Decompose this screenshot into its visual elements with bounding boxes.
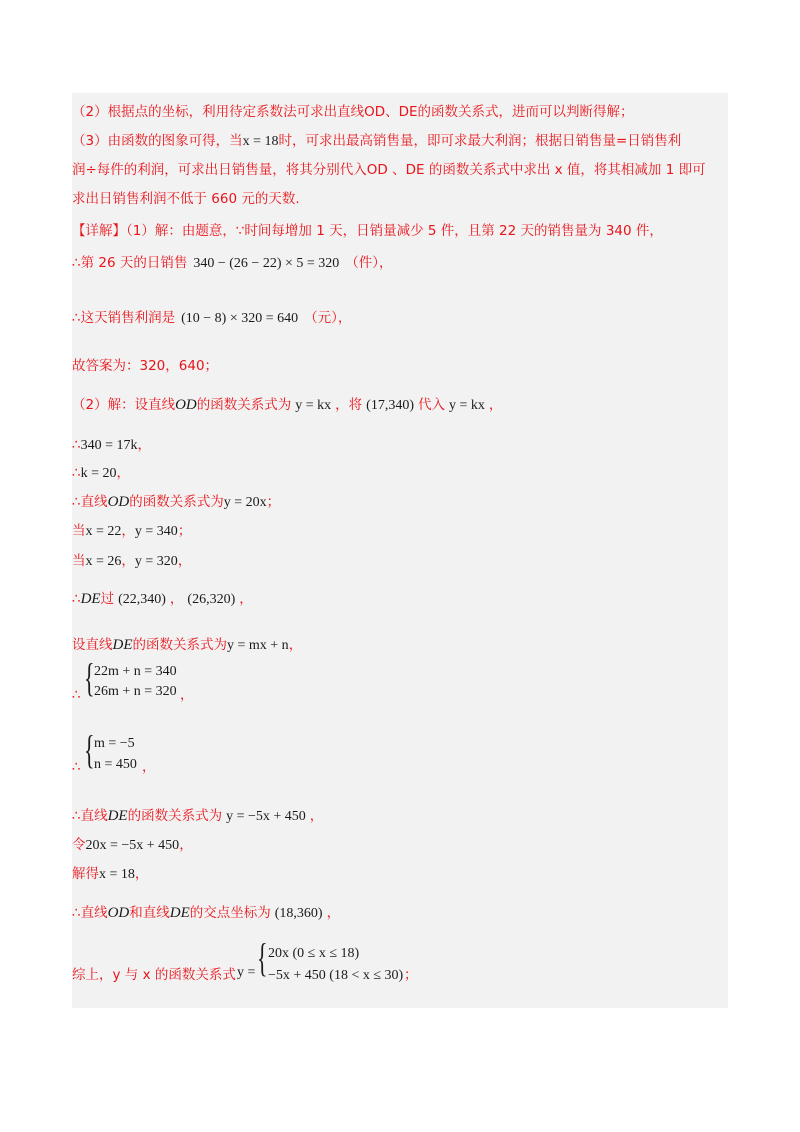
text: ， [309, 808, 324, 824]
line-set-de [72, 635, 302, 656]
text: ∴ [72, 591, 81, 607]
line-solve-x [72, 864, 148, 885]
line-de-function [72, 806, 323, 827]
math: y = kx [295, 398, 332, 413]
math: DE [80, 591, 101, 607]
system1-row1: 22m + n = 340 [94, 664, 177, 679]
text: 润÷每件的利润，可求出日销售量，将其分别代入OD 、DE 的函数关系式中求出 x 值，将其相减加 1 即可 [72, 162, 706, 178]
system2-row2: n = 450 [94, 757, 137, 772]
math: y = mx + n [227, 638, 289, 653]
text: ， [121, 523, 135, 539]
math: DE [169, 905, 190, 921]
math: OD [175, 397, 197, 413]
piecewise-row2: −5x + 450 (18 < x ≤ 30) [268, 968, 404, 983]
text: （2）解：设直线 [72, 397, 176, 413]
text: ，将 [335, 397, 363, 413]
text: 设直线 [72, 637, 113, 653]
text: ， [179, 837, 193, 853]
math: x = 26 [85, 554, 122, 569]
text: 的函数关系式为 [129, 494, 224, 510]
brace-symbol: { [84, 655, 95, 700]
math: x = 22 [85, 524, 122, 539]
text: ， [116, 465, 130, 481]
math: (18,360) [274, 906, 323, 921]
text: 时，可求出最高销售量，即可求最大利润；根据日销售量=日销售利 [278, 133, 682, 149]
math: k = 20 [80, 466, 117, 481]
text: （元）， [304, 310, 352, 326]
line-answer [72, 356, 218, 376]
piecewise-y: y = [237, 965, 256, 980]
piecewise-row1: 20x (0 ≤ x ≤ 18) [268, 946, 360, 961]
line-intersection-eq [72, 835, 193, 856]
math: y = 20x [223, 495, 267, 510]
math: OD [107, 494, 130, 510]
line-x22 [72, 521, 191, 542]
text: ， [239, 591, 253, 607]
math: (17,340) [366, 398, 414, 413]
line-intersection-point [72, 903, 340, 924]
brace-symbol: { [257, 935, 268, 980]
text: 的函数关系式为 [132, 637, 227, 653]
text: ∴第 26 天的日销售 [72, 255, 188, 271]
therefore-symbol: ∴ [72, 759, 81, 775]
text: ， [137, 437, 151, 453]
text: 当 [72, 553, 86, 569]
line-part3-plan-3 [72, 189, 300, 209]
line-eq-k [72, 435, 151, 456]
text: ； [177, 523, 192, 539]
text: ∴ [72, 437, 81, 453]
text: ， [169, 591, 184, 607]
text: （3）由函数的图象可得，当 [72, 133, 243, 149]
text: 【详解】（1）解：由题意，∵时间每增加 1 天，日销量减少 5 件，且第 22 天的销售量为 340 件， [72, 223, 663, 239]
text: 故答案为：320，640； [72, 358, 219, 374]
text: （件）， [345, 255, 393, 271]
math: (10 − 8) × 320 = 640 [181, 311, 299, 326]
text: 求出日销售利润不低于 660 元的天数. [72, 191, 300, 207]
system1-row2: 26m + n = 320 [94, 684, 177, 699]
semicolon: ； [404, 967, 418, 983]
text: 的交点坐标为 [189, 905, 271, 921]
text: 令 [72, 837, 86, 853]
line-summary [72, 965, 236, 985]
math: x = 18 [242, 134, 279, 149]
math: y = 340 [134, 524, 178, 539]
text: ∴直线 [72, 905, 108, 921]
line-x26 [72, 551, 191, 572]
text: ， [134, 866, 149, 882]
text: ∴直线 [72, 494, 108, 510]
therefore-symbol: ∴ [72, 687, 81, 703]
text: ， [288, 637, 303, 653]
text: 当 [72, 523, 86, 539]
math: DE [107, 808, 128, 824]
text: ∴这天销售利润是 [72, 310, 176, 326]
text: 和直线 [129, 905, 170, 921]
line-day26-sales [72, 253, 393, 274]
text: 过 [100, 591, 115, 607]
math: x = 18 [99, 867, 135, 882]
math: 340 − (26 − 22) × 5 = 320 [193, 256, 340, 271]
math: (26,320) [187, 592, 236, 607]
text: 综上，y 与 x 的函数关系式 [72, 967, 236, 983]
brace-symbol: { [84, 727, 95, 772]
text: 的函数关系式为 [196, 397, 292, 413]
text: 代入 [418, 397, 445, 413]
text: ； [266, 494, 281, 510]
line-detail-heading [72, 221, 663, 241]
line-part3-plan [72, 131, 681, 152]
line-k-value [72, 463, 130, 484]
math: y = −5x + 450 [226, 809, 306, 824]
math: y = 320 [134, 554, 178, 569]
text: ， [326, 905, 341, 921]
line-od-function [72, 492, 280, 513]
text: ∴ [72, 465, 81, 481]
line-set-od [72, 395, 502, 416]
comma: ， [180, 687, 194, 703]
comma: ， [142, 759, 156, 775]
line-de-points [72, 589, 253, 610]
text: ， [121, 553, 135, 569]
solution-sheet [72, 93, 728, 1008]
math: (22,340) [118, 592, 166, 607]
line-day26-profit [72, 308, 351, 329]
math: 340 = 17k [80, 438, 138, 453]
system2-row1: m = −5 [94, 736, 135, 751]
math: DE [112, 637, 133, 653]
text: ∴直线 [72, 808, 108, 824]
line-part2-plan [72, 102, 634, 122]
text: 的函数关系式为 [127, 808, 223, 824]
math: y = kx [449, 398, 485, 413]
math: 20x = −5x + 450 [85, 838, 180, 853]
line-part3-plan-2 [72, 160, 706, 180]
math: OD [107, 905, 130, 921]
text-part2-plan: （2）根据点的坐标，利用待定系数法可求出直线OD、DE的函数关系式，进而可以判断得解； [72, 104, 634, 120]
text: ， [488, 397, 503, 413]
text: ， [177, 553, 192, 569]
text: 解得 [72, 866, 99, 882]
